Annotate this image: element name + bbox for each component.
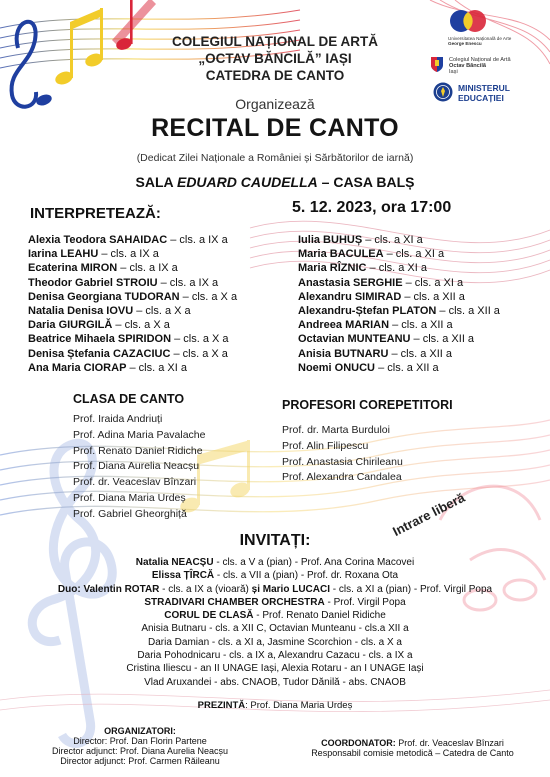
list-item: Prof. Alin Filipescu xyxy=(282,439,369,452)
university-logo-text: Universitatea Națională de Arte George Enescu xyxy=(448,36,512,47)
list-item: Duo: Valentin ROTAR - cls. a IX a (vioară) și Mario LUCACI - cls. a XI a (pian) - Prof. Virgil Popa xyxy=(57,583,493,595)
list-item: Prof. Anastasia Chirileanu xyxy=(282,455,403,468)
list-item: Prof. Iraida Andriuți xyxy=(73,413,163,425)
list-item: Daria Damian - cls. a XI a, Jasmine Scorchion - cls. a X a xyxy=(148,636,402,648)
event-title: RECITAL DE CANTO xyxy=(151,114,399,142)
list-item: Prof. Diana Maria Urdeș xyxy=(73,491,186,504)
list-item: Natalia NEACȘU - cls. a V a (pian) - Prof. Ana Corina Macovei xyxy=(135,557,415,568)
list-item: Prof. Diana Aurelia Neacșu xyxy=(73,460,200,473)
list-item: Iulia BUHUȘ – cls. a XI a xyxy=(298,234,423,246)
coordinator-block xyxy=(285,738,540,758)
list-item: Ecaterina MIRON – cls. a IX a xyxy=(28,262,178,275)
list-item: Anastasia SERGHIE – cls. a XI a xyxy=(298,276,464,289)
venue-line: SALA EDUARD CAUDELLA – CASA BALȘ xyxy=(135,174,415,190)
list-item: Alexandru-Ștefan PLATON – cls. a XII a xyxy=(298,304,500,317)
list-item: Vlad Aruxandei - abs. CNAOB, Tudor Dănilă - abs. CNAOB xyxy=(144,676,406,688)
organizeaza-label: Organizează xyxy=(235,96,315,112)
header-line-3: CATEDRA DE CANTO xyxy=(205,68,345,83)
accompanists-list xyxy=(282,423,403,486)
dedication-text: (Dedicat Zilei Naționale a României și Sărbătorilor de iarnă) xyxy=(136,152,414,164)
coordinator-line: COORDONATOR: Prof. dr. Veaceslav Bînzari xyxy=(321,738,504,748)
college-logo-text: Colegiul Național de Artă Octav Băncilă Iași xyxy=(449,57,511,76)
performers-left-list xyxy=(28,233,237,375)
coordinator-role: Responsabil comisie metodică – Catedra de Canto xyxy=(311,748,514,758)
list-item: Anisia BUTNARU – cls. a XII a xyxy=(298,347,453,360)
clasa-de-canto-heading: CLASA DE CANTO xyxy=(73,392,185,406)
corepetitori-heading: PROFESORI COREPETITORI xyxy=(282,398,453,412)
list-item: Maria BACULEA – cls. a XI a xyxy=(298,248,445,261)
list-item: Beatrice Mihaela SPIRIDON – cls. a X a xyxy=(28,333,229,346)
invitati-heading: INVITAȚI: xyxy=(239,532,311,549)
list-item: Prof. Alexandra Candalea xyxy=(282,471,402,484)
list-item: Octavian MUNTEANU – cls. a XII a xyxy=(298,333,475,346)
list-item: Andreea MARIAN – cls. a XII a xyxy=(298,319,453,332)
list-item: Denisa Ștefania CAZACIUC – cls. a X a xyxy=(28,347,228,360)
list-item: Ana Maria CIORAP – cls. a XI a xyxy=(28,361,187,374)
organizer-line: Director adjunct: Prof. Diana Aurelia Neacșu xyxy=(51,746,229,756)
list-item: Prof. dr. Marta Burduloi xyxy=(282,424,390,436)
presenter-line: PREZINTĂ: Prof. Diana Maria Urdeș xyxy=(197,700,353,711)
header-line-2: „OCTAV BĂNCILĂ” IAȘI xyxy=(198,51,352,66)
date-time: 5. 12. 2023, ora 17:00 xyxy=(292,199,452,216)
list-item: Daria GIURGILĂ – cls. a X a xyxy=(28,319,170,332)
list-item: Daria Pohodnicaru - cls. a IX a, Alexandru Cazacu - cls. a IX a xyxy=(137,650,413,662)
list-item: Maria RÎZNIC – cls. a XI a xyxy=(298,262,427,275)
interpreteaza-heading: INTERPRETEAZĂ: xyxy=(30,205,161,222)
list-item: Iarina LEAHU – cls. a IX a xyxy=(28,248,159,261)
organizer-line: Director: Prof. Dan Florin Partene xyxy=(73,736,207,746)
list-item: Natalia Denisa IOVU – cls. a X a xyxy=(28,304,191,317)
ministry-logo-text: MINISTERUL EDUCAȚIEI xyxy=(458,83,510,103)
list-item: Prof. Renato Daniel Ridiche xyxy=(73,444,203,457)
guests-list xyxy=(0,556,550,689)
header-line-1: COLEGIUL NAȚIONAL DE ARTĂ xyxy=(171,34,378,49)
list-item: Alexia Teodora SAHAIDAC – cls. a IX a xyxy=(28,234,228,246)
list-item: Theodor Gabriel STROIU – cls. a IX a xyxy=(28,276,219,289)
list-item: CORUL DE CLASĂ - Prof. Renato Daniel Ridiche xyxy=(164,610,386,622)
list-item: Prof. Adina Maria Pavalache xyxy=(73,428,206,441)
organizer-line: Director adjunct: Prof. Carmen Răileanu xyxy=(60,756,220,766)
list-item: Cristina Iliescu - an II UNAGE Iași, Alexia Rotaru - an I UNAGE Iași xyxy=(126,663,424,675)
college-crest-icon xyxy=(430,56,444,73)
organizers-block xyxy=(20,726,260,766)
teachers-list xyxy=(73,412,206,523)
performers-right-list xyxy=(298,233,500,375)
free-entry-label: Intrare liberă xyxy=(390,489,468,539)
list-item: Anisia Butnaru - cls. a XII C, Octavian Munteanu - cls.a XII a xyxy=(141,623,409,635)
list-item: Alexandru SIMIRAD – cls. a XII a xyxy=(298,290,465,303)
list-item: Prof. dr. Veaceslav Bînzari xyxy=(73,476,197,489)
list-item: STRADIVARI CHAMBER ORCHESTRA - Prof. Virgil Popa xyxy=(144,596,406,608)
list-item: Noemi ONUCU – cls. a XII a xyxy=(298,361,439,374)
organizers-heading: ORGANIZATORI: xyxy=(104,726,176,736)
list-item: Prof. Gabriel Gheorghiță xyxy=(73,507,187,520)
list-item: Elissa ȚÎRCĂ - cls. a VII a (pian) - Prof. dr. Roxana Ota xyxy=(151,570,399,582)
university-logo-icon xyxy=(445,8,495,34)
list-item: Denisa Georgiana TUDORAN – cls. a X a xyxy=(28,290,238,303)
venue-hall-name: EDUARD CAUDELLA xyxy=(176,174,318,190)
